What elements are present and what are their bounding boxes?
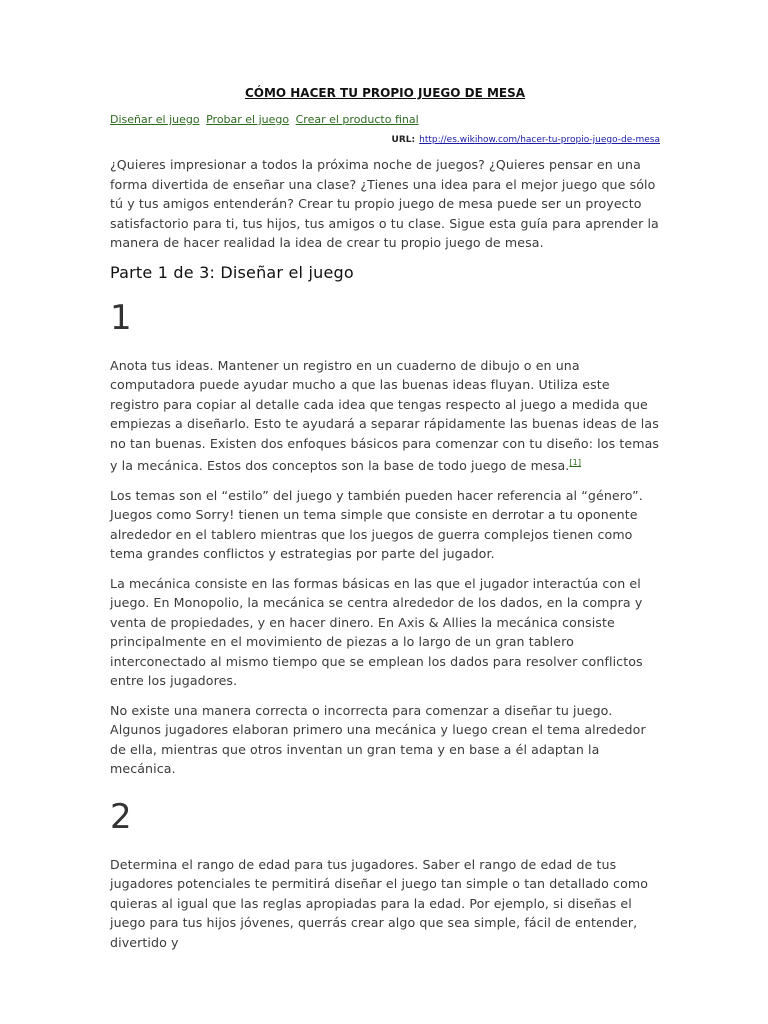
part-heading: Parte 1 de 3: Diseñar el juego bbox=[110, 262, 354, 282]
step1-paragraph-2: Los temas son el “estilo” del juego y también pueden hacer referencia al “género”. Juegos como Sorry! tienen un tema simple que consiste en derrotar a tu oponente alrededor en el tablero mientras que los juegos de guerra complejos tienen como tema grandes conflictos y estrategias por parte del jugador. bbox=[110, 487, 643, 562]
reference-link[interactable]: [1] bbox=[569, 458, 582, 467]
step1-paragraph-1 bbox=[110, 356, 660, 476]
url-label: URL: bbox=[391, 135, 416, 145]
table-of-contents bbox=[110, 113, 660, 126]
toc-link-test[interactable]: Probar el juego bbox=[206, 113, 290, 126]
toc-link-design[interactable]: Diseñar el juego bbox=[110, 113, 200, 126]
document-title: CÓMO HACER TU PROPIO JUEGO DE MESA bbox=[244, 86, 526, 100]
document-content bbox=[110, 86, 660, 962]
step1-paragraph-3: La mecánica consiste en las formas básicas en las que el jugador interactúa con el juego. En Monopolio, la mecánica se centra alrededor de los dados, en la compra y venta de propiedades, y en hacer dinero. En Axis & Allies la mecánica consiste principalmente en el movimiento de piezas a lo largo de un gran tablero interconectado al mismo tiempo que se emplean los dados para resolver conflictos entre los jugadores. bbox=[110, 575, 643, 689]
step1-paragraph-4: No existe una manera correcta o incorrecta para comenzar a diseñar tu juego. Algunos jugadores elaboran primero una mecánica y luego crean el tema alrededor de ella, mientras que otros inventan un gran tema y en base a él adaptan la mecánica. bbox=[110, 702, 646, 777]
toc-link-final-product[interactable]: Crear el producto final bbox=[295, 113, 419, 126]
step-number-2: 2 bbox=[110, 796, 132, 837]
url-link[interactable]: http://es.wikihow.com/hacer-tu-propio-juego-de-mesa bbox=[419, 135, 660, 145]
source-url bbox=[110, 135, 660, 145]
step1-paragraph-1-text: Anota tus ideas. Mantener un registro en un cuaderno de dibujo o en una computadora puede ayudar mucho a que las buenas ideas fluyan. Utiliza este registro para copiar al detalle cada idea que tengas respecto al juego a medida que empiezas a diseñarlo. Esto te ayudará a separar rápidamente las buenas ideas de las no tan buenas. Existen dos enfoques básicos para comenzar con tu diseño: los temas y la mecánica. Estos dos conceptos son la base de todo juego de mesa. bbox=[110, 357, 660, 474]
step-number-1: 1 bbox=[110, 297, 132, 338]
intro-paragraph: ¿Quieres impresionar a todos la próxima noche de juegos? ¿Quieres pensar en una forma divertida de enseñar una clase? ¿Tienes una idea para el mejor juego que sólo tú y tus amigos entenderán? Crear tu propio juego de mesa puede ser un proyecto satisfactorio para ti, tus hijos, tus amigos o tu clase. Sigue esta guía para aprender la manera de hacer realidad la idea de crear tu propio juego de mesa. bbox=[110, 157, 659, 250]
step2-paragraph-1: Determina el rango de edad para tus jugadores. Saber el rango de edad de tus jugadores potenciales te permitirá diseñar el juego tan simple o tan detallado como quieras al igual que las reglas apropiadas para la edad. Por ejemplo, si diseñas el juego para tus hijos jóvenes, querrás crear algo que sea simple, fácil de entender, divertido y bbox=[110, 856, 649, 950]
